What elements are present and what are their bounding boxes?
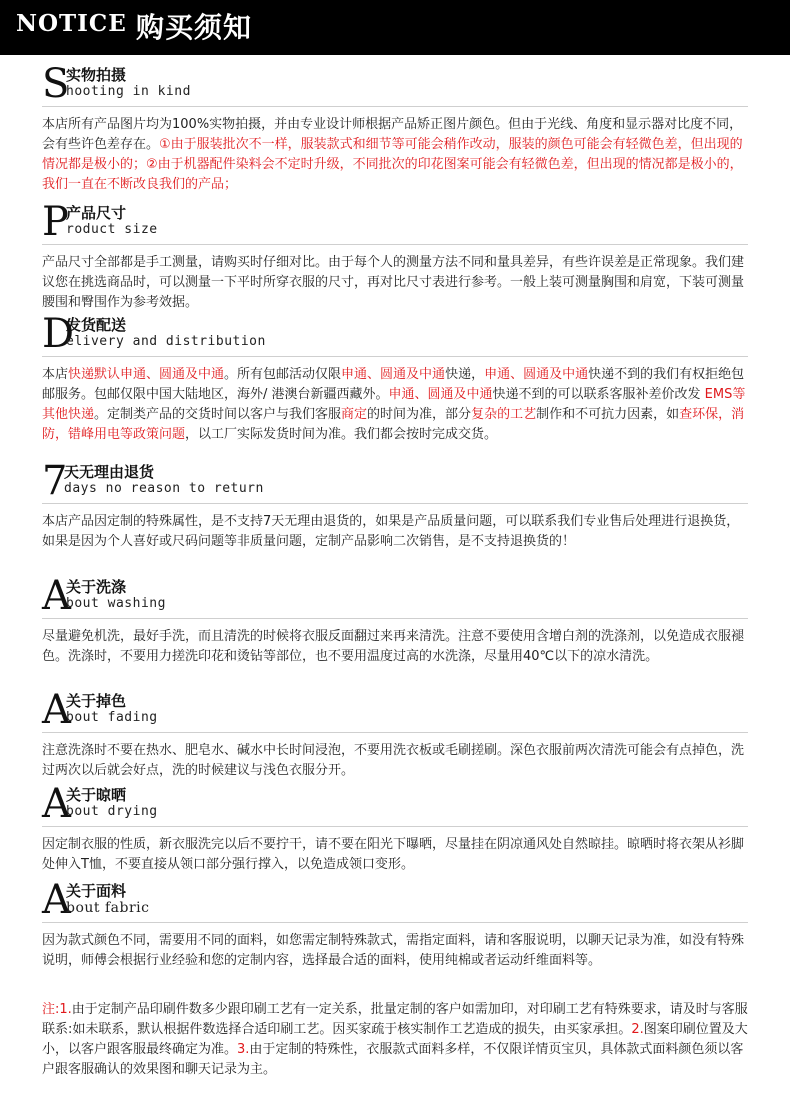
- highlight-text: 注:1.: [42, 1002, 72, 1017]
- section-title-en: bout washing: [66, 596, 166, 611]
- section-title-en: roduct size: [66, 222, 158, 237]
- section-initial: A: [42, 573, 71, 619]
- section-initial: A: [42, 877, 71, 923]
- body-text: 因定制衣服的性质，新衣服洗完以后不要拧干，请不要在阳光下曝晒，尽量挂在阴凉通风处自然晾挂。晾晒时将衣架从衫脚处伸入T恤，不要直接从领口部分强行撑入，以免造成领口变形。: [42, 837, 745, 872]
- highlight-text: ①由于服装批次不一样，服装款式和细节等可能会稍作改动，服装的颜色可能会有轻微色差，但出现的情况都是极小的；②由于机器配件染料会不定时升级，不同批次的印花图案可能会有轻微色差，但出现的情况都是极小的，我们一直在不断改良我们的产品；: [42, 137, 743, 192]
- section-initial: S: [42, 61, 70, 107]
- section-drying: [42, 781, 748, 875]
- section-title-cn: 关于晾晒: [66, 786, 127, 804]
- body-text: 快递不到的我们有权拒绝包邮服务。包邮仅限中国大陆地区，海外/ 港澳台新疆西藏外。: [42, 367, 745, 402]
- body-text: 注意洗涤时不要在热水、肥皂水、碱水中长时间浸泡，不要用洗衣板或毛刷搓刷。深色衣服前两次清洗可能会有点掉色，洗过两次以后就会好点，洗的时候建议与浅色衣服分开。: [42, 743, 745, 778]
- note-block: [42, 1000, 748, 1080]
- body-text: 尽量避免机洗，最好手洗，而且清洗的时候将衣服反面翻过来再来清洗。注意不要使用含增白剂的洗涤剂，以免造成衣服褪色。洗涤时，不要用力搓洗印花和烫钻等部位，也不要用温度过高的水洗涤，尽量用40℃以下的凉水清洗。: [42, 629, 745, 664]
- section-fading: [42, 687, 748, 781]
- section-body: [42, 741, 748, 781]
- section-heading: [42, 458, 748, 504]
- section-product-size: [42, 199, 748, 313]
- section-initial: P: [42, 199, 69, 245]
- section-title-en: bout fabric: [66, 900, 150, 916]
- body-text: 本店: [42, 367, 69, 382]
- highlight-text: 快递默认申通、圆通及中通: [68, 367, 225, 382]
- section-initial: D: [42, 311, 75, 357]
- section-body: [42, 365, 748, 445]
- highlight-text: EMS等其他快递: [42, 387, 746, 422]
- body-text: 。定制类产品的交货时间以客户与我们客服: [94, 407, 342, 422]
- section-return-policy: [42, 458, 748, 552]
- highlight-text: 申通、圆通及中通: [388, 387, 493, 402]
- body-text: 制作和不可抗力因素，如: [536, 407, 680, 422]
- section-title-cn: 发货配送: [66, 316, 127, 334]
- section-title-cn: 关于洗涤: [66, 578, 127, 596]
- highlight-text: 查环保，消防，错峰用电等政策问题: [42, 407, 745, 442]
- section-heading: [42, 199, 748, 245]
- section-body: [42, 931, 748, 971]
- section-washing: [42, 573, 748, 667]
- body-text: 快递，: [445, 367, 485, 382]
- section-initial: A: [42, 687, 71, 733]
- section-heading: [42, 573, 748, 619]
- section-title-cn: 关于掉色: [66, 692, 127, 710]
- section-fabric: [42, 877, 748, 971]
- section-heading: [42, 781, 748, 827]
- section-body: [42, 835, 748, 875]
- section-delivery: [42, 311, 748, 445]
- section-title-en: days no reason to return: [64, 481, 264, 496]
- section-heading: [42, 311, 748, 357]
- highlight-text: 3.: [237, 1042, 250, 1057]
- highlight-text: 商定: [341, 407, 368, 422]
- highlight-text: 2.: [631, 1022, 644, 1037]
- highlight-text: 复杂的工艺: [471, 407, 537, 422]
- section-title-cn: 实物拍摄: [66, 66, 127, 84]
- section-heading: [42, 61, 748, 107]
- body-text: 产品尺寸全部都是手工测量，请购买时仔细对比。由于每个人的测量方法不同和量具差异，有些许误差是正常现象。我们建议您在挑选商品时，可以测量一下平时所穿衣服的尺寸，再对比尺寸表进行参考。一般上装可测量胸围和肩宽，下装可测量腰围和臀围作为参考效据。: [42, 255, 745, 310]
- body-text: 因为款式颜色不同，需要用不同的面料，如您需定制特殊款式，需指定面料，请和客服说明，以聊天记录为准，如没有特殊说明，师傅会根据行业经验和您的定制内容，选择最合适的面料，使用纯棉或者运动纤维面料等。: [42, 933, 745, 968]
- section-heading: [42, 877, 748, 923]
- section-title-cn: 产品尺寸: [66, 204, 127, 222]
- section-body: [42, 115, 748, 195]
- section-initial: A: [42, 781, 71, 827]
- body-text: 。所有包邮活动仅限: [224, 367, 342, 382]
- section-body: [42, 253, 748, 313]
- section-title-en: bout fading: [66, 710, 158, 725]
- note-text: [42, 1000, 748, 1080]
- section-heading: [42, 687, 748, 733]
- section-title-cn: 关于面料: [66, 882, 127, 900]
- notice-header: [0, 0, 790, 55]
- section-body: [42, 627, 748, 667]
- body-text: 图案印刷位置及大小，以客户跟客服最终确定为准。: [42, 1022, 748, 1057]
- section-body: [42, 512, 748, 552]
- body-text: 由于定制的特殊性，衣服款式面料多样，不仅限详情页宝贝，具体款式面料颜色须以客户跟客服确认的效果图和聊天记录为主。: [42, 1042, 744, 1077]
- highlight-text: 申通、圆通及中通: [341, 367, 446, 382]
- header-title-cn: 购买须知: [136, 11, 253, 44]
- body-text: ，以工厂实际发货时间为准。我们都会按时完成交货。: [185, 427, 498, 442]
- section-title-cn: 天无理由退货: [64, 463, 155, 481]
- section-title-en: bout drying: [66, 804, 158, 819]
- header-title-en: NOTICE: [16, 10, 127, 37]
- body-text: 由于定制产品印刷件数多少跟印刷工艺有一定关系，批量定制的客户如需加印，对印刷工艺有特殊要求，请及时与客服联系:如未联系，默认根据件数选择合适印刷工艺。因买家疏于核实制作工艺造成的损失，由买家承担。: [42, 1002, 748, 1037]
- body-text: 快递不到的可以联系客服补差价改发: [492, 387, 705, 402]
- body-text: 本店产品因定制的特殊属性，是不支持7天无理由退货的，如果是产品质量问题，可以联系我们专业售后处理进行退换货，如果是因为个人喜好或尺码问题等非质量问题，定制产品影响二次销售，是不支持退换货的！: [42, 514, 740, 549]
- body-text: 的时间为准，部分: [367, 407, 472, 422]
- section-shooting: [42, 61, 748, 195]
- section-initial: 7: [42, 458, 68, 504]
- highlight-text: 申通、圆通及中通: [484, 367, 589, 382]
- section-title-en: hooting in kind: [66, 84, 191, 99]
- section-title-en: elivery and distribution: [66, 334, 266, 349]
- body-text: 本店所有产品图片均为100%实物拍摄，并由专业设计师根据产品矫正图片颜色。但由于光线、角度和显示器对比度不同，会有些许色差存在。: [42, 117, 743, 152]
